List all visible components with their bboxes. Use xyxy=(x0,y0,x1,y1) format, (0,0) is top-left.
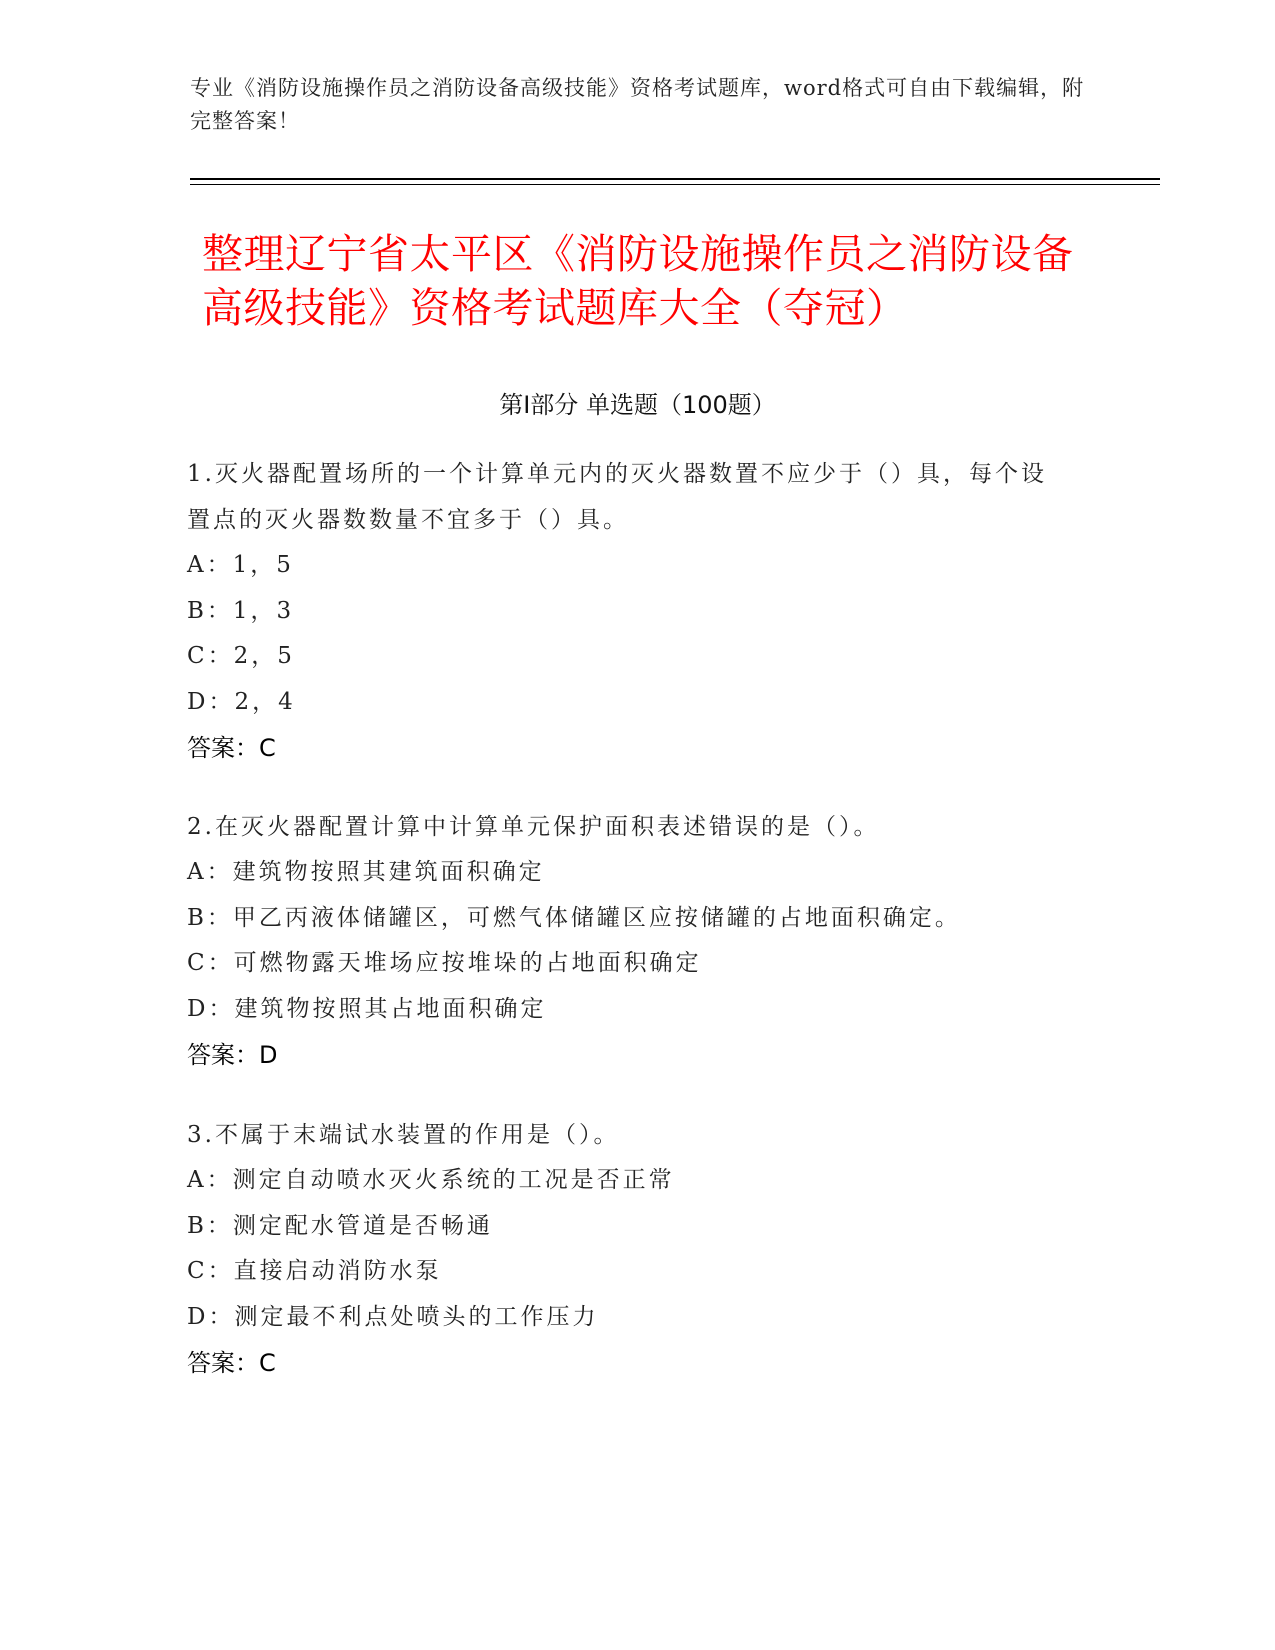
option-b: B：测定配水管道是否畅通 xyxy=(187,1212,493,1239)
option-c: C：可燃物露天堆场应按堆垛的占地面积确定 xyxy=(187,950,702,976)
option-c: C：2，5 xyxy=(187,643,295,669)
option-a: A：建筑物按照其建筑面积确定 xyxy=(187,859,545,885)
option-c: C：直接启动消防水泵 xyxy=(187,1258,442,1284)
question-stem: 1.灭火器配置场所的一个计算单元内的灭火器数置不应少于（）具，每个设置点的灭火器数数量不宜多于（）具。 xyxy=(187,461,1047,533)
answer-label: 答案：C xyxy=(187,734,276,762)
document-title: 整理辽宁省太平区《消防设施操作员之消防设备高级技能》资格考试题库大全（夺冠） xyxy=(202,230,1074,332)
section-heading: 第Ⅰ部分 单选题（100题） xyxy=(499,391,776,419)
option-a: A：测定自动喷水灭火系统的工况是否正常 xyxy=(187,1167,675,1193)
option-b: B：甲乙丙液体储罐区，可燃气体储罐区应按储罐的占地面积确定。 xyxy=(187,904,961,931)
option-d: D：建筑物按照其占地面积确定 xyxy=(187,995,547,1022)
question-stem: 2.在灭火器配置计算中计算单元保护面积表述错误的是（）。 xyxy=(187,814,880,840)
header-divider-thin xyxy=(190,184,1160,185)
option-b: B：1，3 xyxy=(187,597,295,624)
option-d: D：2，4 xyxy=(187,688,296,715)
header-divider-thick xyxy=(190,178,1160,180)
answer-label: 答案：C xyxy=(187,1349,276,1377)
header-note: 专业《消防设施操作员之消防设备高级技能》资格考试题库，word格式可自由下载编辑，附完整答案！ xyxy=(190,76,1085,133)
question-block xyxy=(187,804,1067,1078)
question-stem: 3.不属于末端试水装置的作用是（）。 xyxy=(187,1122,620,1148)
option-d: D：测定最不利点处喷头的工作压力 xyxy=(187,1303,599,1330)
answer-label: 答案：D xyxy=(187,1041,278,1069)
question-block xyxy=(187,451,1067,771)
option-a: A：1，5 xyxy=(187,552,294,578)
question-block xyxy=(187,1112,1067,1386)
